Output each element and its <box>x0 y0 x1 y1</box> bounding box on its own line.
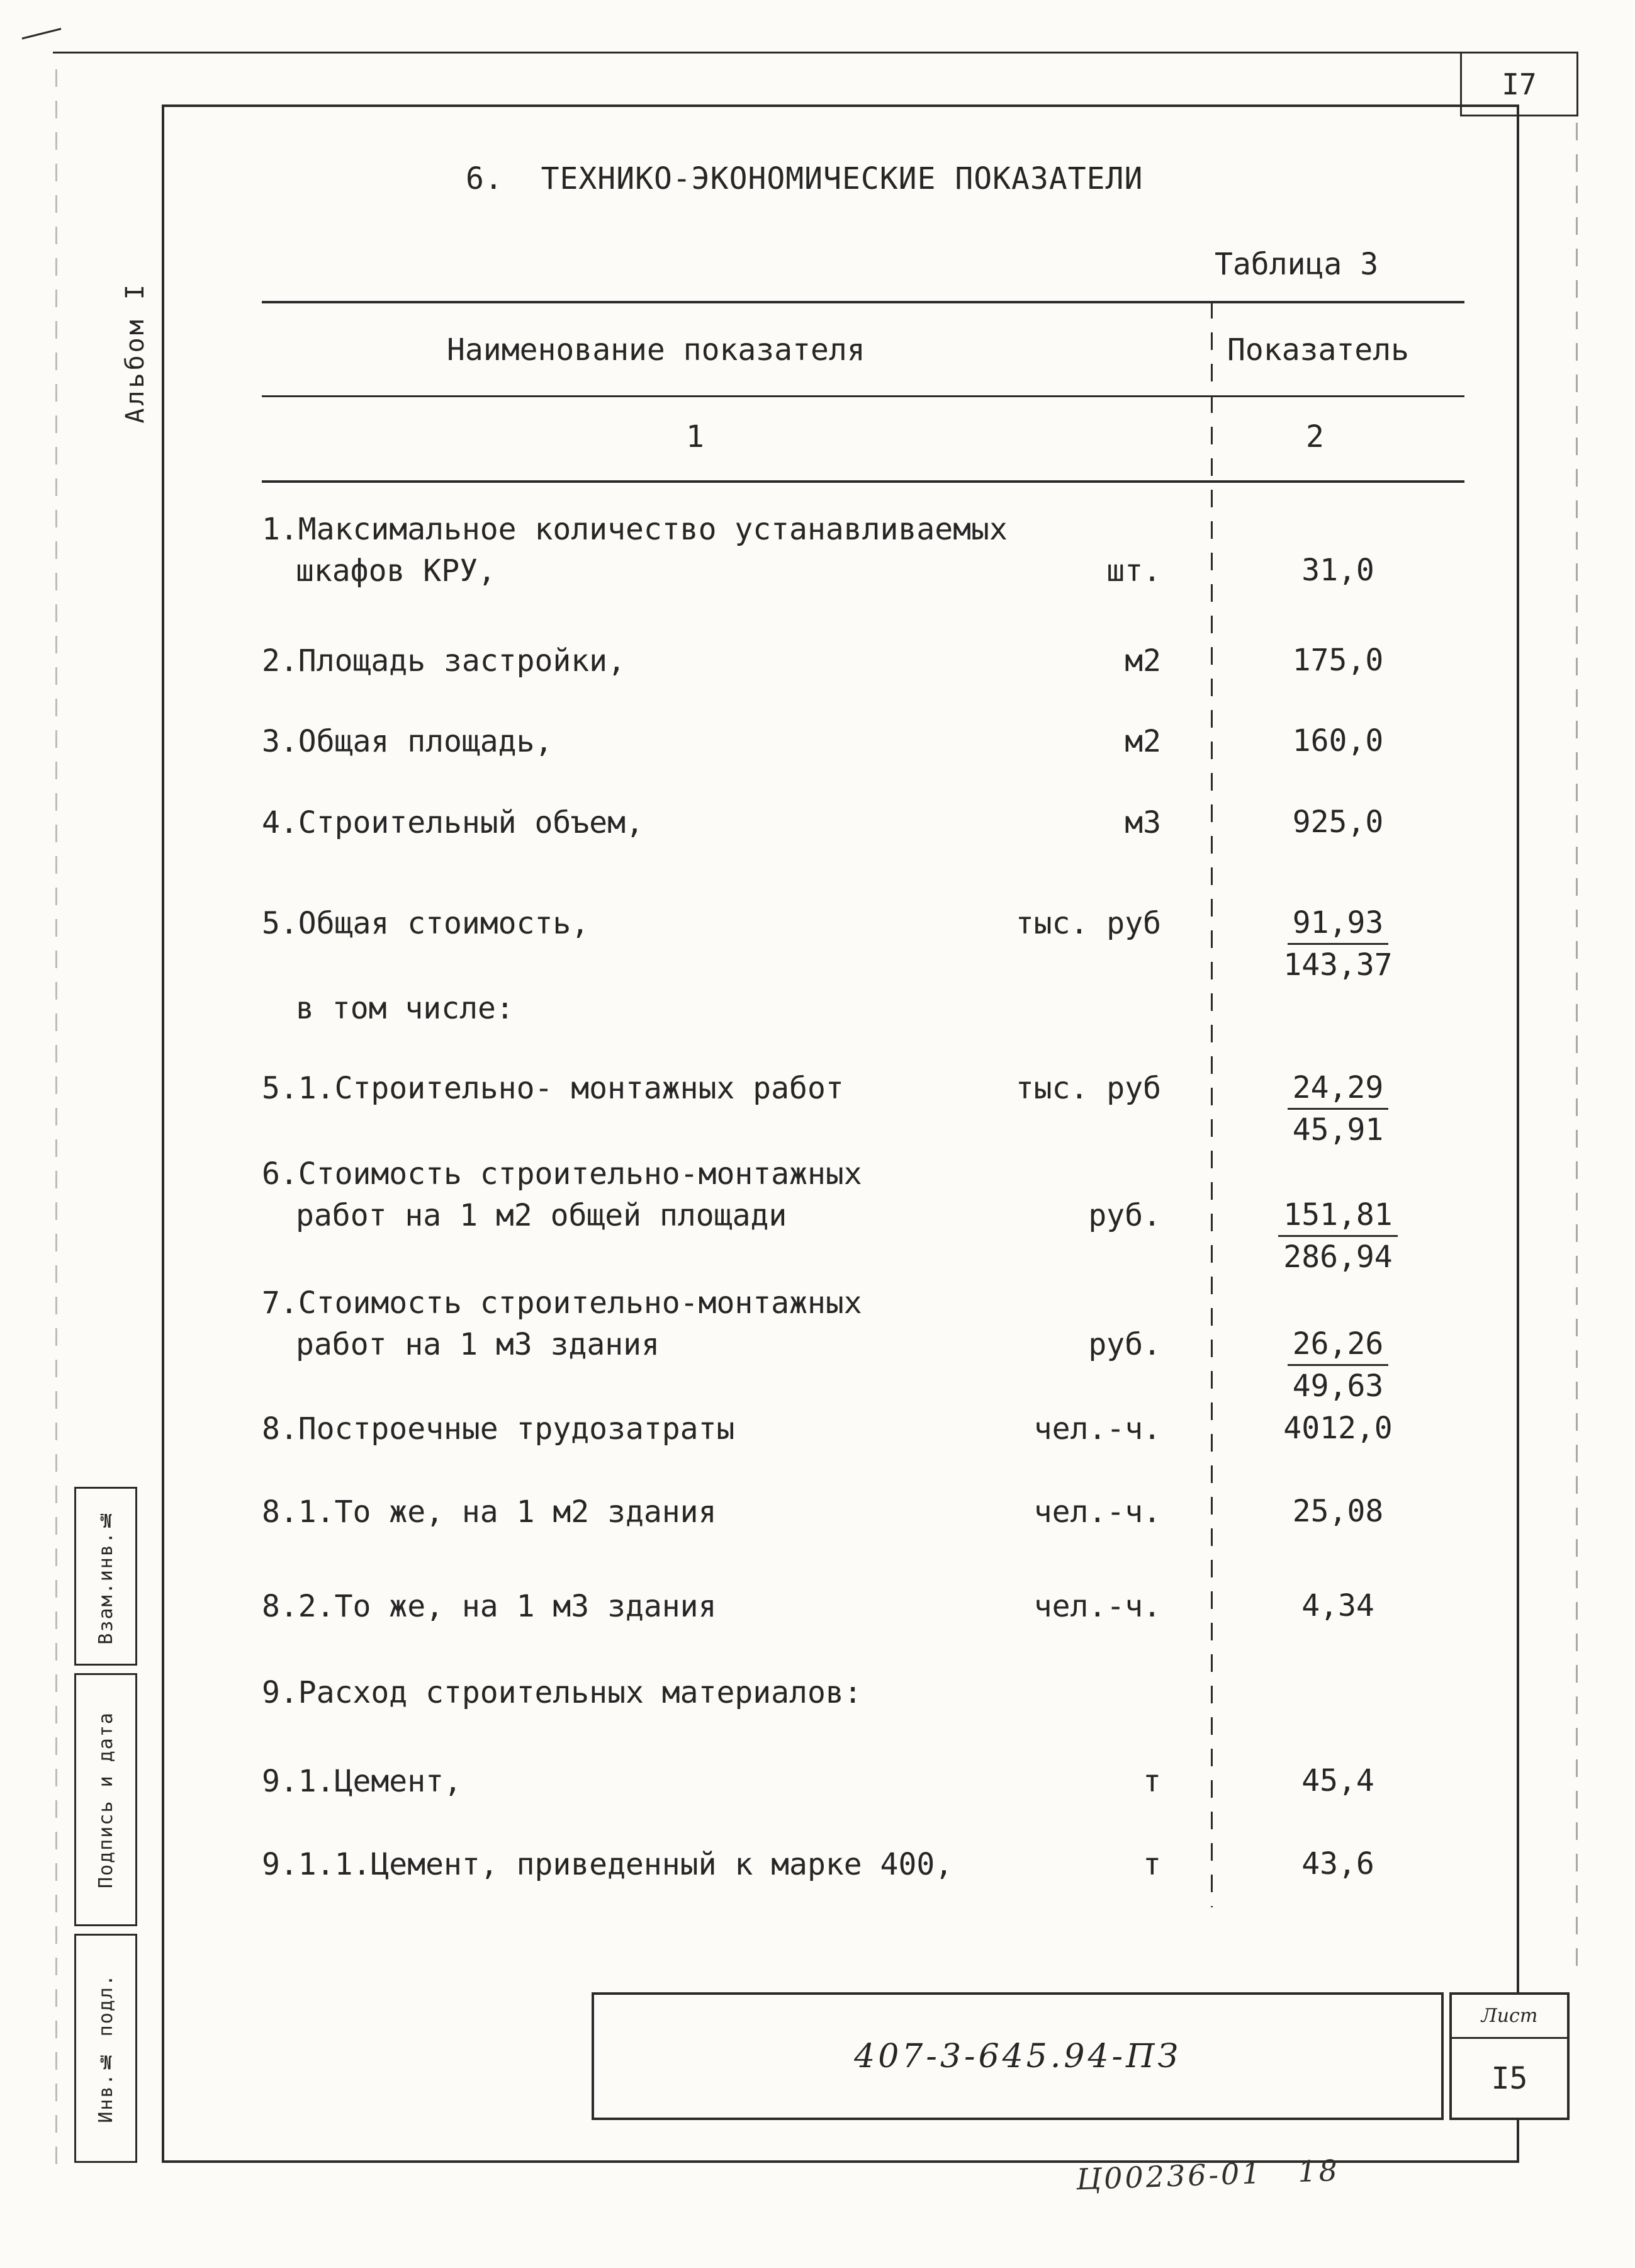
row-text: 5.Общая стоимость, <box>262 906 590 941</box>
top-rule <box>53 52 1578 54</box>
row-text: 8.1.То же, на 1 м2 здания <box>262 1494 717 1530</box>
column-header-name: Наименование показателя <box>447 332 865 368</box>
row-text: 9.1.1.Цемент, приведенный к марке 400, <box>262 1847 953 1882</box>
row-value-fraction <box>1211 905 1464 983</box>
album-label: Альбом I <box>121 281 150 424</box>
fraction-numerator: 24,29 <box>1288 1070 1389 1110</box>
row-value: 4012,0 <box>1283 1411 1393 1446</box>
sheet-number-box <box>1449 1992 1570 2120</box>
sheet-label: Лист <box>1452 1995 1567 2039</box>
right-margin-dashed-line <box>1576 123 1578 1980</box>
row-unit: шт. <box>1106 553 1161 589</box>
corner-tick <box>22 28 62 39</box>
row-unit: чел.-ч. <box>1033 1494 1161 1530</box>
row-text: 6.Стоимость строительно-монтажных <box>262 1156 862 1192</box>
table-rule-under-header <box>262 395 1464 397</box>
row-text: 2.Площадь застройки, <box>262 643 626 679</box>
sidebar-box-vzam-inv <box>74 1487 137 1666</box>
row-unit: руб. <box>1088 1327 1161 1362</box>
sidebar-box-podpis-data <box>74 1673 137 1926</box>
sidebar-label: Подпись и дата <box>94 1711 117 1888</box>
row-text: 3.Общая площадь, <box>262 724 553 759</box>
row-value: 160,0 <box>1292 723 1384 759</box>
table-rule-under-numbers <box>262 480 1464 483</box>
sidebar-box-inv-podl <box>74 1934 137 2163</box>
row-subnote: в том числе: <box>296 991 514 1026</box>
sidebar-label: Взам.инв.№ <box>94 1508 117 1645</box>
row-text: 8.2.То же, на 1 м3 здания <box>262 1589 717 1624</box>
title-block <box>592 1992 1444 2120</box>
row-text: 9.1.Цемент, <box>262 1764 462 1799</box>
fraction-numerator: 151,81 <box>1278 1197 1397 1237</box>
row-value-fraction <box>1211 1326 1464 1404</box>
row-value-fraction <box>1211 1197 1464 1275</box>
sidebar-label: Инв.№ подл. <box>94 1973 117 2123</box>
row-unit: т <box>1143 1847 1161 1882</box>
document-number: 407-3-645.94-ПЗ <box>854 2037 1181 2075</box>
row-text: 4.Строительный объем, <box>262 805 644 840</box>
fraction-numerator: 91,93 <box>1288 905 1389 945</box>
row-unit: тыс. руб <box>1015 1071 1161 1106</box>
row-unit: руб. <box>1088 1198 1161 1233</box>
handwritten-note: Ц00236-01 18 <box>1076 2153 1340 2197</box>
column-header-value: Показатель <box>1227 332 1409 368</box>
row-text: 1.Максимальное количество устанавливаемых <box>262 512 1008 547</box>
row-text: 7.Стоимость строительно-монтажных <box>262 1285 862 1321</box>
row-value: 45,4 <box>1301 1763 1374 1798</box>
column-number-1: 1 <box>686 419 704 454</box>
row-unit: т <box>1143 1764 1161 1799</box>
row-value: 925,0 <box>1292 804 1384 840</box>
row-value: 31,0 <box>1301 553 1374 588</box>
table-caption: Таблица 3 <box>1215 247 1379 282</box>
row-value: 43,6 <box>1301 1846 1374 1882</box>
row-value: 4,34 <box>1301 1588 1374 1623</box>
row-value: 175,0 <box>1292 643 1384 678</box>
row-text: 5.1.Строительно- монтажных работ <box>262 1071 844 1106</box>
fraction-numerator: 26,26 <box>1288 1326 1389 1366</box>
row-unit: м3 <box>1125 805 1161 840</box>
row-unit: м2 <box>1125 724 1161 759</box>
row-unit: м2 <box>1125 643 1161 679</box>
column-number-2: 2 <box>1306 419 1324 454</box>
row-unit: чел.-ч. <box>1033 1589 1161 1624</box>
left-margin-dashed-line <box>55 69 57 2172</box>
row-text-line2: работ на 1 м2 общей площади <box>296 1198 787 1233</box>
row-value: 25,08 <box>1292 1494 1384 1529</box>
fraction-denominator: 45,91 <box>1292 1112 1384 1148</box>
fraction-denominator: 286,94 <box>1283 1239 1393 1275</box>
fraction-denominator: 49,63 <box>1292 1368 1384 1404</box>
section-title: 6. ТЕХНИКО-ЭКОНОМИЧЕСКИЕ ПОКАЗАТЕЛИ <box>466 161 1143 196</box>
row-text-line2: работ на 1 м3 здания <box>296 1327 660 1362</box>
row-unit: тыс. руб <box>1015 906 1161 941</box>
row-text: 8.Построечные трудозатраты <box>262 1411 735 1447</box>
row-value-fraction <box>1211 1070 1464 1148</box>
table-rule-top <box>262 301 1464 303</box>
sheet-number: I5 <box>1491 2060 1528 2096</box>
fraction-denominator: 143,37 <box>1283 947 1393 983</box>
row-text-line2: шкафов КРУ, <box>296 553 496 589</box>
row-text: 9.Расход строительных материалов: <box>262 1675 862 1710</box>
corner-sheet-number: I7 <box>1502 67 1537 101</box>
row-unit: чел.-ч. <box>1033 1411 1161 1447</box>
